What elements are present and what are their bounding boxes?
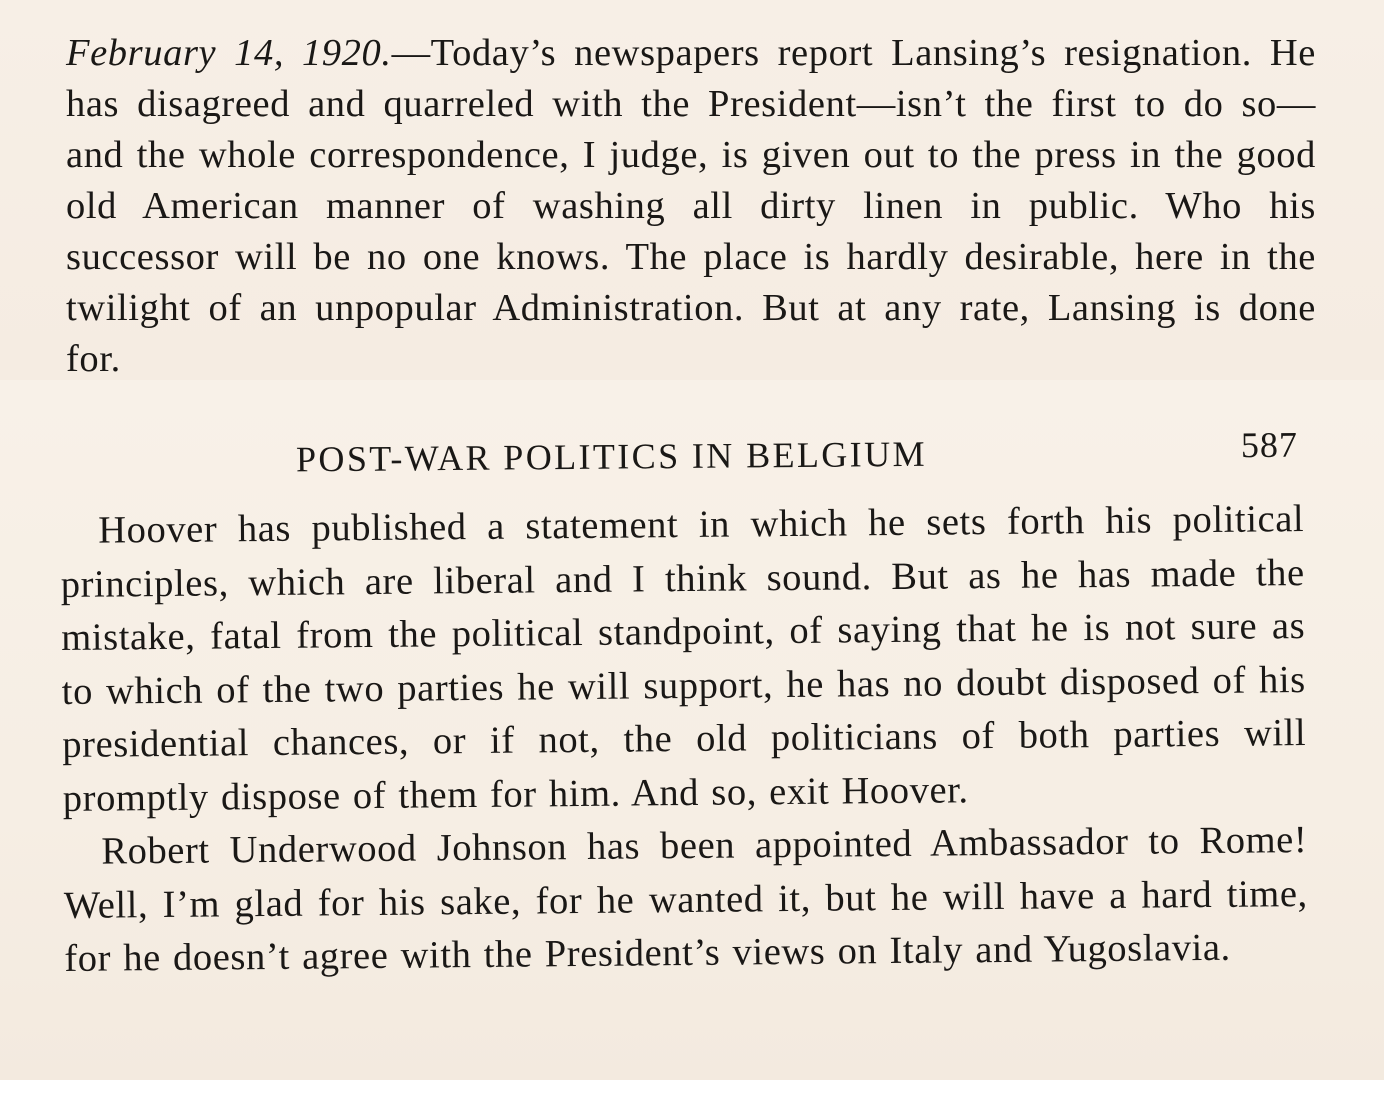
body-text: [60, 493, 1309, 986]
entry-date: February 14, 1920.: [66, 32, 392, 74]
paragraph: Hoover has published a statement in which he sets forth his political principles, which are liberal and I think sound. But as he has made the mistake, fatal from the political standpoint, of saying that he is not sure as to which of the two parties he will support, he has no doubt disposed of his presidential chances, or if not, the old politicians of both parties will promptly dispose of them for him. And so, exit Hoover.: [60, 498, 1307, 820]
entry-text: —Today’s newspapers report Lansing’s resignation. He has disagreed and quarreled with the President—isn’t the first to do so—and the whole correspondence, I judge, is given out to the press in the good old American manner of washing all dirty linen in public. Who his successor will be no one knows. The place is hardly desirable, here in the twilight of an unpopular Administration. But at any rate, Lansing is done for.: [66, 32, 1316, 380]
diary-entry: [66, 28, 1316, 380]
chapter-title: POST-WAR POLITICS IN BELGIUM: [295, 433, 928, 480]
scan-fragment-top: [0, 0, 1384, 380]
paragraph: Robert Underwood Johnson has been appointed Ambassador to Rome! Well, I’m glad for his sake, for he wanted it, but he will have a hard time, for he doesn’t agree with the President’s views on Italy and Yugoslavia.: [63, 819, 1308, 980]
running-head: [60, 420, 1300, 491]
page-number: 587: [1240, 424, 1299, 466]
